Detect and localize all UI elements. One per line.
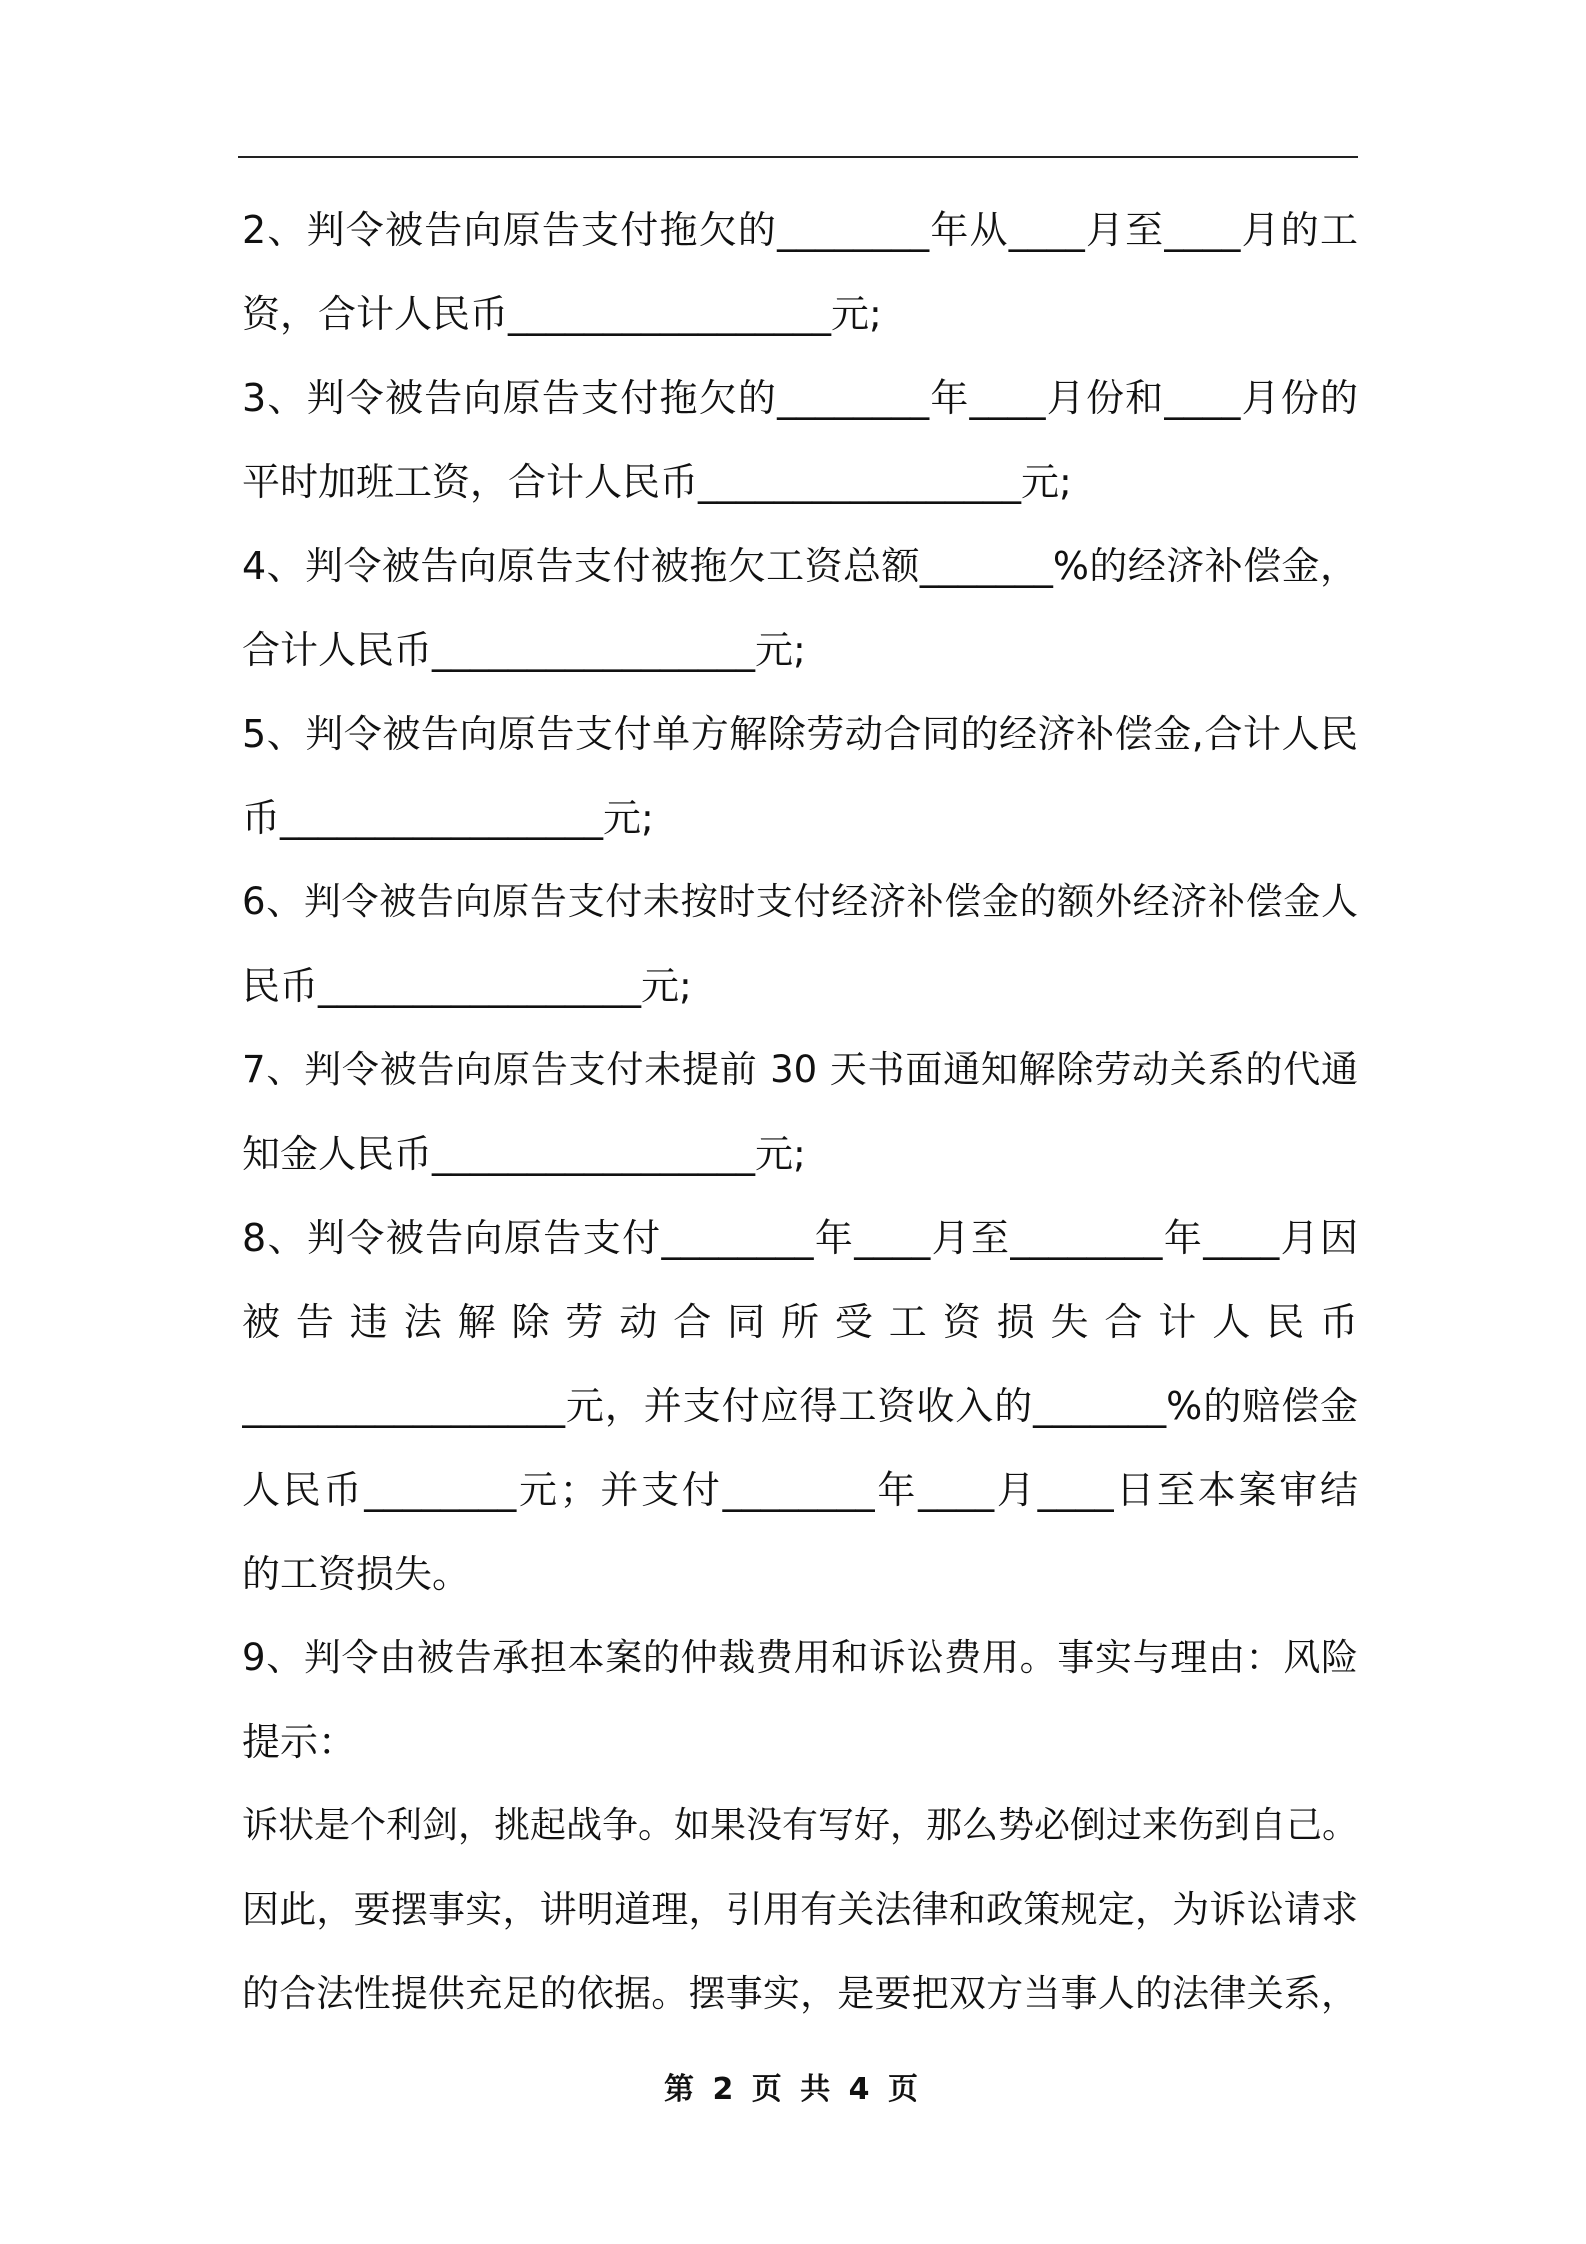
text-line: 的工资损失。 [242, 1552, 471, 1596]
text-line: 5、判令被告向原告支付单方解除劳动合同的经济补偿金,合计人民 [242, 712, 1358, 756]
text-line: 民币_________________元; [242, 964, 692, 1008]
text-line-spaced: 被 告 违 法 解 除 劳 动 合 同 所 受 工 资 损 失 合 计 人 民 币 [242, 1300, 1358, 1344]
text-line: 提示： [242, 1720, 357, 1764]
text-line: 平时加班工资，合计人民币_________________元; [242, 460, 1072, 504]
text-line: _________________元，并支付应得工资收入的_______%的赔偿金 [242, 1384, 1358, 1428]
page-number-footer: 第 2 页 共 4 页 [664, 2072, 922, 2107]
text-line: 资，合计人民币_________________元; [242, 292, 882, 336]
text-line: 9、判令由被告承担本案的仲裁费用和诉讼费用。事实与理由：风险 [242, 1636, 1358, 1679]
header-rule [238, 156, 1358, 158]
text-line: 知金人民币_________________元; [242, 1132, 806, 1176]
text-line: 币_________________元; [242, 796, 654, 840]
text-line: 因此，要摆事实，讲明道理，引用有关法律和政策规定，为诉讼请求 [242, 1888, 1358, 1931]
text-line: 7、判令被告向原告支付未提前 30 天书面通知解除劳动关系的代通 [242, 1048, 1358, 1091]
text-line: 8、判令被告向原告支付________年____月至________年____月因 [242, 1216, 1358, 1260]
text-line: 3、判令被告向原告支付拖欠的________年____月份和____月份的 [242, 376, 1358, 420]
text-line: 人民币________元；并支付________年____月____日至本案审结 [242, 1468, 1358, 1512]
text-line: 4、判令被告向原告支付被拖欠工资总额_______%的经济补偿金， [242, 544, 1358, 588]
text-line: 的合法性提供充足的依据。摆事实，是要把双方当事人的法律关系， [242, 1972, 1358, 2015]
text-line: 诉状是个利剑，挑起战争。如果没有写好，那么势必倒过来伤到自己。 [242, 1805, 1358, 1846]
text-line: 合计人民币_________________元; [242, 628, 806, 672]
text-line: 2、判令被告向原告支付拖欠的________年从____月至____月的工 [242, 208, 1358, 252]
text-line: 6、判令被告向原告支付未按时支付经济补偿金的额外经济补偿金人 [242, 880, 1358, 923]
